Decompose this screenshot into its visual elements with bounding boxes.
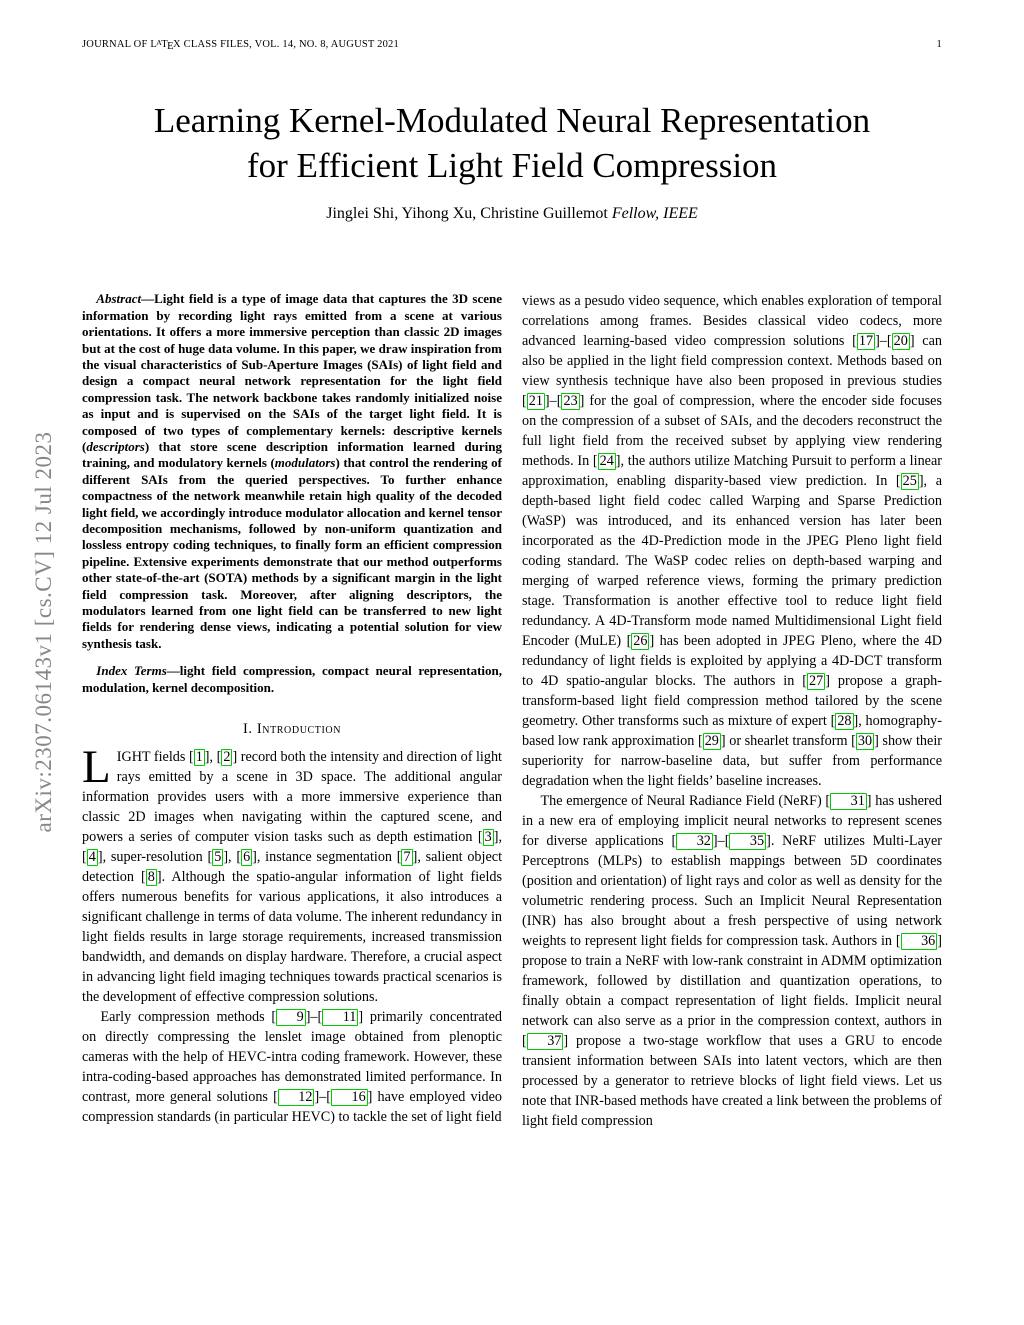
citation-number[interactable]: 5 <box>214 849 222 866</box>
author-honorific: Fellow, IEEE <box>611 205 698 223</box>
paper-title-line1: Learning Kernel-Modulated Neural Representation <box>153 101 871 141</box>
citation-link[interactable]: [ 31 ] <box>825 793 872 810</box>
index-terms-label: Index Terms <box>96 663 167 679</box>
citation-link[interactable]: [ 27 ] <box>802 673 830 690</box>
journal-header: JOURNAL OF $L^ATEX$ CLASS FILES, VOL. 14, NO. 8, AUGUST 2021 <box>82 38 399 53</box>
citation-link[interactable]: [ 9 ] <box>271 1009 311 1026</box>
citation-number[interactable]: 25 <box>902 473 917 490</box>
right-column <box>522 291 942 1131</box>
citation-link[interactable]: [ 16 ] <box>326 1089 373 1106</box>
citation-link[interactable]: [ 24 ] <box>592 453 621 470</box>
citation-number[interactable]: 9 <box>276 1009 306 1025</box>
citation-link[interactable]: [ 20 ] <box>886 333 915 350</box>
citation-link[interactable]: [ 25 ] <box>895 473 924 490</box>
abstract-label: Abstract <box>96 291 142 307</box>
latex-logo-e: E <box>167 41 174 53</box>
citation-number[interactable]: 29 <box>704 733 719 750</box>
citation-link[interactable]: [ 5 ] <box>207 849 229 866</box>
citation-link[interactable]: [ 21 ] <box>522 393 550 410</box>
citation-number[interactable]: 3 <box>484 829 492 846</box>
citation-number[interactable]: 1 <box>195 749 203 766</box>
citation-link[interactable]: [ 6 ] <box>236 849 257 866</box>
citation-link[interactable]: [ 17 ] <box>852 333 880 350</box>
citation-number[interactable]: 26 <box>633 633 648 650</box>
latex-logo-a: A <box>156 38 162 47</box>
intro-paragraph-2-continued: views as a pesudo video sequence, which enables exploration of temporal correlations among frames. Besides classical video codecs, more advanced learning-based video compression solutions [ 17 ]–[ 20 ] can also be applied in the light field compression context. Methods based on view synthesis technique have also been proposed in previous studies [ 21 ]–[ 23 ] for the goal of compression, where the encoder side focuses on the compression of a subset of SAIs, and the decoders reconstruct the full light field from the received subset by applying view rendering methods. In [ 24 ], the authors utilize Matching Pursuit to perform a linear approximation, enabling disparity-based view prediction. In [ 25 ], a depth-based light field codec called Warping and Sparse Prediction (WaSP) was introduced, and its enhanced version has later been incorporated as the 4D-Prediction mode in the JPEG Pleno light field coding standard. The WaSP codec relies on depth-based warping and merging of warped reference views, forming the primary prediction stage. Transformation is another effective tool to reduce light field redundancy. A 4D-Transform mode named Multidimensional Light field Encoder (MuLE) [ 26 ] has been adopted in JPEG Pleno, where the 4D redundancy of light fields is exploited by applying a 4D-DCT transform to 4D spatio-angular blocks. The authors in [ 27 ] propose a graph-transform-based light field compression method tailored by the scene geometry. Other transforms such as mixture of expert [ 28 ], homography-based low rank approximation [ 29 ] or shearlet transform [ 30 ] show their superiority for narrow-baseline data, but suffer from performance degradation when the light fields’ baseline increases. <box>522 293 942 790</box>
paper-title-line2: for Efficient Light Field Compression <box>246 146 778 186</box>
running-header <box>82 38 942 52</box>
left-column <box>82 291 502 1131</box>
index-terms-paragraph <box>82 663 502 696</box>
citation-number[interactable]: 7 <box>403 849 411 866</box>
citation-number[interactable]: 16 <box>331 1089 368 1105</box>
intro-paragraph-2: Early compression methods [ 9 ]–[ 11 ] primarily concentrated on directly compressing the lenslet image obtained from plenoptic cameras with the help of HEVC-intra coding framework. However, these intra-coding-based approaches has demonstrated limited performance. In contrast, more general solutions [ 12 ]–[ 16 ] have employed video compression standards (in particular HEVC) to tackle the set of light field <box>82 1009 502 1126</box>
citation-number[interactable]: 23 <box>563 393 578 410</box>
author-line <box>82 205 942 223</box>
citation-number[interactable]: 36 <box>901 933 938 949</box>
citation-link[interactable]: [ 23 ] <box>556 393 585 410</box>
citation-link[interactable]: [ 35 ] <box>724 833 771 850</box>
index-terms-text: —light field compression, compact neural representation, modulation, kernel decomposition. <box>82 663 502 695</box>
citation-number[interactable]: 12 <box>278 1089 315 1105</box>
citation-link[interactable]: [ 37 ] <box>522 1033 569 1050</box>
citation-link[interactable]: [ 11 ] <box>317 1009 364 1026</box>
citation-link[interactable]: [ 36 ] <box>895 933 942 950</box>
citation-link[interactable]: [ 7 ] <box>396 849 418 866</box>
citation-number[interactable]: 2 <box>223 749 231 766</box>
citation-link[interactable]: [ 29 ] <box>697 733 726 750</box>
arxiv-watermark: arXiv:2307.06143v1 [cs.CV] 12 Jul 2023 <box>31 431 56 833</box>
citation-link[interactable]: [ 8 ] <box>141 869 162 886</box>
citation-link[interactable]: [ 26 ] <box>626 633 655 650</box>
citation-link[interactable]: [ 2 ] <box>216 749 238 766</box>
citation-link[interactable]: [ 28 ] <box>830 713 859 730</box>
citation-number[interactable]: 30 <box>857 733 873 750</box>
citation-number[interactable]: 37 <box>527 1033 564 1049</box>
citation-number[interactable]: 6 <box>243 849 251 866</box>
citation-number[interactable]: 35 <box>729 833 766 849</box>
paper-title <box>82 98 942 188</box>
citation-number[interactable]: 21 <box>528 393 543 410</box>
abstract-paragraph <box>82 291 502 652</box>
citation-number[interactable]: 28 <box>837 713 852 730</box>
author-names: Jinglei Shi, Yihong Xu, Christine Guillemot <box>326 205 612 223</box>
intro-paragraph-1-text: IGHT fields [ 1 ], [ 2 ] record both the intensity and direction of light rays emitted by a scene in 3D space. The additional angular information provides users with a more immersive experience than classic 2D images when navigating within the captured scene, and powers a series of computer vision tasks such as depth estimation [ 3 ], [ 4 ], super-resolution [ 5 ], [ 6 ], instance segmentation [ 7 ], salient object detection [ 8 ]. Although the spatio-angular information of light fields offers numerous benefits for various applications, it also introduces a significant challenge in terms of data volume. The inherent redundancy in light fields results in large storage requirements, increased transmission bandwidth, and demands on display hardware. Therefore, a crucial aspect in advancing light field imaging techniques towards practical scenarios is the development of effective compression solutions. <box>82 749 503 1006</box>
citation-number[interactable]: 32 <box>676 833 713 849</box>
citation-number[interactable]: 31 <box>830 793 867 809</box>
citation-link[interactable]: [ 12 ] <box>273 1089 320 1106</box>
abstract-text: —Light field is a type of image data that captures the 3D scene information by recording light rays emitted from a scene at various orientations. It offers a more immersive perception than classic 2D images but at the cost of huge data volume. In this paper, we draw inspiration from the visual characteristics of Sub-Aperture Images (SAIs) of light field and design a compact neural network representation for the light field compression task. The network backbone takes randomly initialized noise as input and is supervised on the SAIs of the target light field. It is composed of two types of complementary kernels: descriptive kernels (descriptors) that store scene description information learned during training, and modulatory kernels (modulators) that control the rendering of different SAIs from the queried perspectives. To further enhance compactness of the network meanwhile retain high quality of the decoded light field, we accordingly introduce modulator allocation and kernel tensor decomposition mechanisms, followed by non-uniform quantization and lossless entropy coding techniques, to finally form an efficient compression pipeline. Extensive experiments demonstrate that our method outperforms other state-of-the-art (SOTA) methods by a significant margin in the light field compression task. Moreover, after aligning descriptors, the modulators learned from one light field can be transferred to new light fields for rendering dense views, indicating a potential solution for view synthesis task. <box>82 291 503 651</box>
citation-number[interactable]: 24 <box>599 453 614 470</box>
citation-number[interactable]: 20 <box>893 333 908 350</box>
citation-number[interactable]: 8 <box>147 869 155 886</box>
citation-number[interactable]: 17 <box>858 333 874 350</box>
citation-link[interactable]: [ 30 ] <box>851 733 879 750</box>
citation-number[interactable]: 11 <box>322 1009 358 1025</box>
section-heading-introduction: I. Introduction <box>242 721 342 738</box>
citation-number[interactable]: 4 <box>88 849 96 866</box>
citation-number[interactable]: 27 <box>809 673 824 690</box>
drop-cap: L <box>82 741 111 794</box>
intro-paragraph-1 <box>82 741 503 1007</box>
citation-link[interactable]: [ 32 ] <box>671 833 718 850</box>
citation-link[interactable]: [ 3 ] <box>477 829 499 846</box>
citation-link[interactable]: [ 1 ] <box>188 749 210 766</box>
citation-link[interactable]: [ 4 ] <box>82 849 103 866</box>
two-column-body <box>82 291 942 1131</box>
intro-paragraph-3: The emergence of Neural Radiance Field (NeRF) [ 31 ] has ushered in a new era of employing implicit neural networks to represent scenes for diverse applications [ 32 ]–[ 35 ]. NeRF utilizes Multi-Layer Perceptrons (MLPs) to establish mappings between 5D coordinates (position and orientation) of light rays and color as well as density for the volumetric rendering process. Such an Implicit Neural Representation (INR) has also brought about a fresh perspective of using network weights to represent light fields for compression task. Authors in [ 36 ] propose to train a NeRF with low-rank constraint in ADMM optimization framework, followed by distillation and quantization operations, to finally obtain a compact representation of light fields. Implicit neural network can also serve as a prior in the compression context, authors in [ 37 ] propose a two-stage workflow that uses a GRU to encode transient information between SAIs into latent vectors, which are then processed by a generator to retrieve blocks of light field views. Let us note that INR-based methods have created a link between the problems of light field compression <box>522 793 942 1130</box>
page-number: 1 <box>936 39 942 51</box>
